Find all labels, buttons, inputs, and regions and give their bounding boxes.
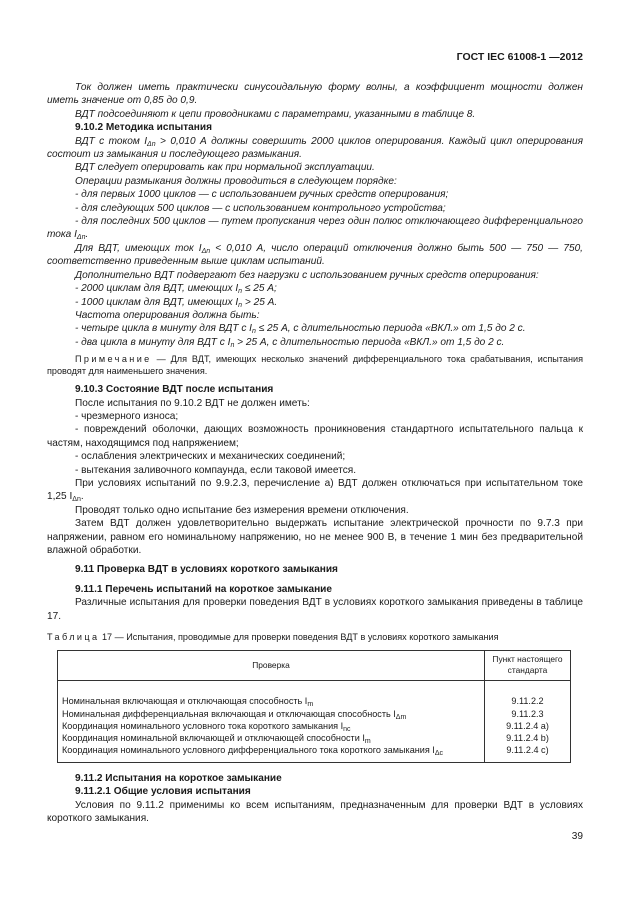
paragraph: ВДТ с током $I_{\Delta n} > 0,010$ А должны совершить 2000 циклов оперирования. Каждый цикл оперирования состоит из замыкания и последующего размыкания. — [47, 135, 583, 161]
page-content — [47, 81, 583, 826]
section-heading-9-11-1: 9.11.1 Перечень испытаний на короткое замыкание — [75, 583, 332, 595]
paragraph: ВДТ подсоединяют к цепи проводниками с параметрами, указанными в таблице 8. — [75, 108, 476, 120]
clause-ref: 9.11.2.3 — [511, 708, 544, 719]
paragraph: ВДТ следует оперировать как при нормальной эксплуатации. — [75, 162, 375, 174]
paragraph: Проводят только одно испытание без измерения времени отключения. — [75, 504, 409, 516]
section-heading-9-11-2: 9.11.2 Испытания на короткое замыкание — [75, 772, 282, 784]
section-heading-9-10-3: 9.10.3 Состояние ВДТ после испытания — [75, 384, 274, 396]
list-item: - четыре цикла в минуту для ВДТ с $I_n \le 25$ А, с длительностью периода «ВКЛ.» от 1,5 до 2 с. — [75, 323, 526, 336]
section-heading-9-11-2-1: 9.11.2.1 Общие условия испытания — [75, 786, 251, 798]
paragraph: Затем ВДТ должен удовлетворительно выдержать испытание электрической прочности по 9.7.3 при напряжении, равном его номинальному напряжению, но не менее 900 В, в течение 1 мин без предварительной влажной обработки. — [47, 518, 583, 556]
list-item: - чрезмерного износа; — [75, 410, 179, 422]
table-17 — [57, 650, 571, 762]
table-row: Номинальная дифференциальная включающая и отключающая способность $I_{\Delta m}$ — [62, 708, 407, 721]
paragraph: Операции размыкания должны проводиться в следующем порядке: — [75, 175, 397, 187]
clause-ref: 9.11.2.4 c) — [506, 744, 549, 755]
paragraph: Для ВДТ, имеющих ток $I_{\Delta n} < 0,010$ А, число операций отключения должно быть 500 — 750 — 750, соответственно приведенным выше циклам испытаний. — [47, 242, 583, 268]
check-cell — [58, 681, 485, 762]
list-item: - для следующих 500 циклов — с использованием контрольного устройства; — [75, 202, 446, 214]
note-label: Примечание — [75, 354, 152, 365]
section-heading-9-10-2: 9.10.2 Методика испытания — [75, 122, 212, 134]
paragraph: После испытания по 9.10.2 ВДТ не должен иметь: — [75, 397, 310, 409]
paragraph: Частота оперирования должна быть: — [75, 309, 260, 321]
list-item: - 1000 циклам для ВДТ, имеющих $I_n > 25$ А. — [75, 296, 278, 309]
paragraph: Различные испытания для проверки поведения ВДТ в условиях короткого замыкания приведены в таблице 17. — [47, 597, 583, 622]
paragraph: Дополнительно ВДТ подвергают без нагрузки с использованием ручных средств оперирования: — [75, 269, 539, 281]
table-row: Номинальная включающая и отключающая способность $I_m$ — [62, 696, 314, 709]
list-item: - ослабления электрических и механических соединений; — [75, 451, 346, 463]
clause-ref: 9.11.2.2 — [511, 696, 544, 707]
clause-ref: 9.11.2.4 b) — [506, 732, 549, 743]
section-heading-9-11: 9.11 Проверка ВДТ в условиях короткого замыкания — [75, 564, 338, 576]
list-item: - для последних 500 циклов — путем пропускания через один полюс отключающего дифференциального тока $I_{\Delta n}$. — [47, 216, 583, 242]
list-item: - повреждений оболочки, дающих возможность проникновения стандартного испытательного пальца к частям, находящимся под напряжением; — [47, 424, 583, 449]
table-row: Координация номинального условного тока короткого замыкания $I_{nc}$ — [62, 720, 351, 733]
page-number: 39 — [571, 831, 583, 842]
paragraph: Ток должен иметь практически синусоидальную форму волны, а коэффициент мощности должен иметь значение от 0,85 до 0,9. — [47, 82, 583, 107]
clause-cell — [485, 681, 571, 762]
table-row: Координация номинальной включающей и отключающей способности $I_m$ — [62, 732, 371, 745]
table-row: Координация номинального условного дифференциального тока короткого замыкания $I_{\Delta c}$ — [62, 744, 444, 757]
paragraph: Условия по 9.11.2 применимы ко всем испытаниям, предназначенным для проверки ВДТ в условиях короткого замыкания. — [47, 799, 583, 825]
list-item: - вытекания заливочного компаунда, если таковой имеется. — [75, 464, 357, 476]
note: Примечание — Для ВДТ, имеющих несколько значений дифференциального тока срабатывания, испытания проводят для наименьшего значения. — [47, 354, 583, 377]
list-item: - два цикла в минуту для ВДТ с $I_n > 25$ А, с длительностью периода «ВКЛ.» от 1,5 до 2 с. — [75, 336, 505, 349]
list-item: - 2000 циклам для ВДТ, имеющих $I_n \le 25$ А; — [75, 283, 277, 296]
column-header-check: Проверка — [58, 651, 485, 681]
clause-ref: 9.11.2.4 а) — [506, 720, 549, 731]
document-id: ГОСТ IEC 61008-1 —2012 — [456, 51, 583, 63]
column-header-clause: Пункт настоящего стандарта — [485, 651, 571, 681]
paragraph: При условиях испытаний по 9.9.2.3, перечисление а) ВДТ должен отключаться при испытательном токе 1,25 $I_{\Delta n}$. — [47, 477, 583, 504]
table-caption: Таблица 17 — Испытания, проводимые для проверки поведения ВДТ в условиях короткого замыкания — [47, 632, 499, 643]
list-item: - для первых 1000 циклов — с использованием ручных средств оперирования; — [75, 189, 449, 201]
